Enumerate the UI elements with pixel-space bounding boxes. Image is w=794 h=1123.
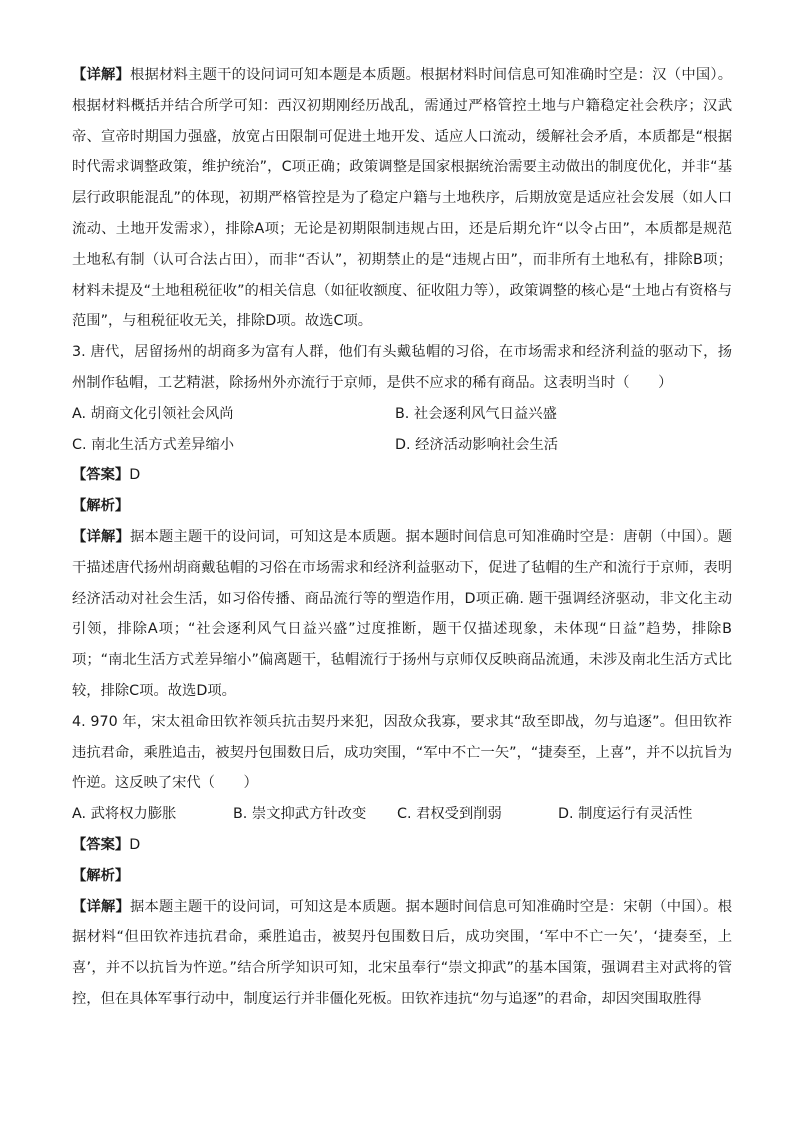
options-row-2 (72, 430, 732, 461)
answer-line (72, 830, 732, 861)
detail-text: 据本题主题干的设问词，可知这是本质题。据本题时间信息可知准确时空是：唐朝（中国）。题干描述唐代扬州胡商戴毡帽的习俗在市场需求和经济利益驱动下，促进了毡帽的生产和流行于京师，表明经济活动对社会生活，如习俗传播、商品流行等的塑造作用，D项正确. 题干强调经济驱动，非文化主动引领，排除A项；“社会逐利风气日益兴盛”过度推断，题干仅描述现象，未体现“日益”趋势，排除B项；“南北生活方式差异缩小”偏离题干，毡帽流行于扬州与京师仅反映商品流通，未涉及南北生活方式比较，排除C项。故选D项。 (72, 528, 732, 699)
answer-line (72, 460, 732, 491)
option-d: D. 经济活动影响社会生活 (395, 436, 559, 453)
analysis-tag: 【解析】 (72, 867, 130, 884)
document-page (72, 60, 732, 1015)
detail-paragraph (72, 892, 732, 1015)
question-stem: 4. 970 年，宋太祖命田钦祚领兵抗击契丹来犯，因敌众我寡，要求其“敌至即战，勿与追逐”。但田钦祚违抗君命，乘胜追击，被契丹包围数日后，成功突围，“军中不亡一矢”，“捷奏至，上喜”，并不以抗旨为忤逆。这反映了宋代（ ） (72, 713, 732, 792)
question-3 (72, 337, 732, 707)
option-a: A. 武将权力膨胀 (72, 806, 177, 823)
question-4 (72, 707, 732, 1015)
answer-tag: 【答案】 (72, 467, 130, 484)
detail-tag: 【详解】 (72, 898, 131, 915)
answer-value: D (129, 467, 141, 484)
detail-text: 据本题主题干的设问词，可知这是本质题。据本题时间信息可知准确时空是：宋朝（中国）。根据材料“但田钦祚违抗君命，乘胜追击，被契丹包围数日后，成功突围，‘军中不亡一矢’，‘捷奏至，上喜’，并不以抗旨为忤逆。”结合所学知识可知，北宋虽奉行“崇文抑武”的基本国策，强调君主对武将的管控，但在具体军事行动中，制度运行并非僵化死板。田钦祚违抗“勿与追逐”的君命，却因突围取胜得 (72, 898, 732, 1007)
question-stem: 3. 唐代，居留扬州的胡商多为富有人群，他们有头戴毡帽的习俗，在市场需求和经济利益的驱动下，扬州制作毡帽，工艺精湛，除扬州外亦流行于京师，是供不应求的稀有商品。这表明当时（ ） (72, 344, 732, 391)
analysis-tag: 【解析】 (72, 498, 130, 515)
detail-paragraph (72, 522, 732, 707)
option-c: C. 君权受到削弱 (397, 806, 502, 823)
options-row (72, 799, 732, 830)
detail-tag: 【详解】 (72, 67, 131, 83)
options-row-1 (72, 399, 732, 430)
detail-tag: 【详解】 (72, 528, 131, 545)
answer-tag: 【答案】 (72, 836, 130, 853)
answer-value: D (129, 836, 141, 853)
option-c: C. 南北生活方式差异缩小 (72, 436, 235, 453)
explanation-text: 根据材料主题干的设问词可知本题是本质题。根据材料时间信息可知准确时空是：汉（中国）。根据材料概括并结合所学可知：西汉初期刚经历战乱，需通过严格管控土地与户籍稳定社会秩序；汉武帝、宣帝时期国力强盛，放宽占田限制可促进土地开发、适应人口流动，缓解社会矛盾，本质都是“根据时代需求调整政策，维护统治”，C项正确；政策调整是国家根据统治需要主动做出的制度优化，并非“基层行政职能混乱”的体现，初期严格管控是为了稳定户籍与土地秩序，后期放宽是适应社会发展（如人口流动、土地开发需求），排除A项；无论是初期限制违规占田，还是后期允许“以令占田”，本质都是规范土地私有制（认可合法占田），而非“否认”，初期禁止的是“违规占田”，而非所有土地私有，排除B项；材料未提及“土地租税征收”的相关信息（如征收额度、征收阻力等），政策调整的核心是“土地占有资格与范围”，与租税征收无关，排除D项。故选C项。 (72, 67, 732, 330)
option-b: B. 崇文抑武方针改变 (233, 806, 367, 823)
explanation-paragraph (72, 60, 732, 337)
option-a: A. 胡商文化引领社会风尚 (72, 405, 234, 422)
option-d: D. 制度运行有灵活性 (558, 806, 693, 823)
option-b: B. 社会逐利风气日益兴盛 (395, 405, 557, 422)
